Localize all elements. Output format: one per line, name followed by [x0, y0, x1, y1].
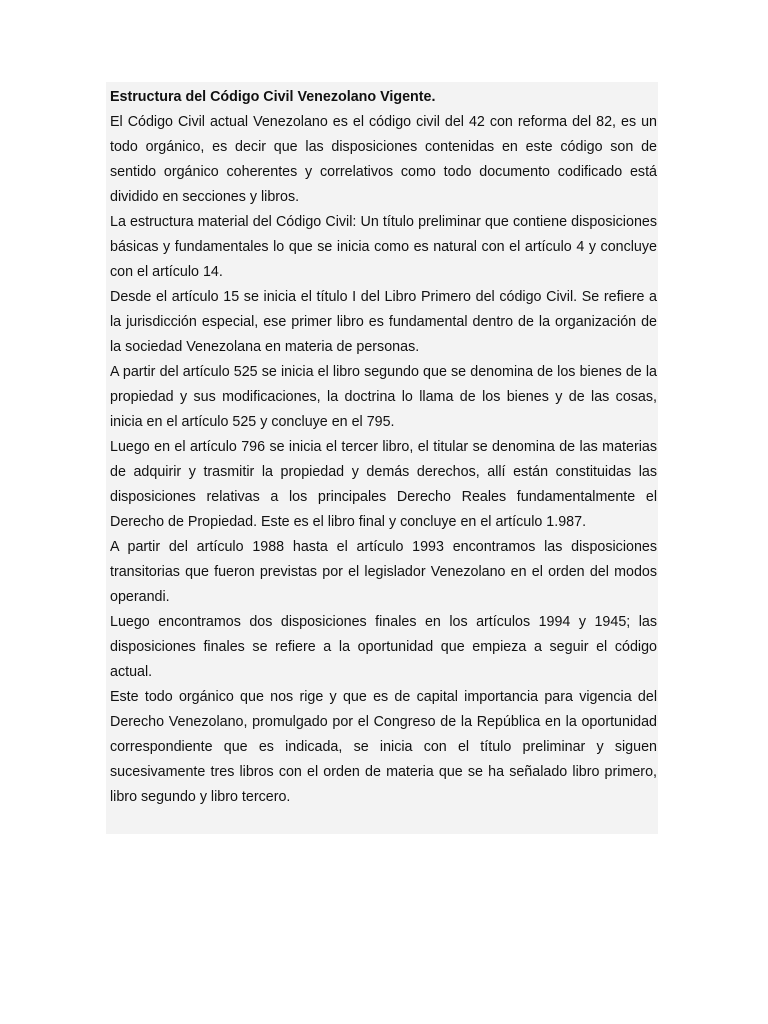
- paragraph-1: El Código Civil actual Venezolano es el código civil del 42 con reforma del 82, es un todo orgánico, es decir que las disposiciones contenidas en este código son de sentido orgánico coherentes y correlativos como todo documento codificado está dividido en secciones y libros.: [110, 114, 657, 205]
- paragraph-2: La estructura material del Código Civil: Un título preliminar que contiene disposiciones básicas y fundamentales lo que se inicia como es natural con el artículo 4 y concluye con el artículo 14.: [110, 214, 657, 280]
- paragraph-7: Luego encontramos dos disposiciones finales en los artículos 1994 y 1945; las disposiciones finales se refiere a la oportunidad que empieza a seguir el código actual.: [110, 614, 657, 680]
- paragraph-3: Desde el artículo 15 se inicia el título I del Libro Primero del código Civil. Se refiere a la jurisdicción especial, ese primer libro es fundamental dentro de la organización de la sociedad Venezolana en materia de personas.: [110, 289, 657, 355]
- document-title: Estructura del Código Civil Venezolano Vigente.: [110, 89, 436, 105]
- paragraph-4: A partir del artículo 525 se inicia el libro segundo que se denomina de los bienes de la propiedad y sus modificaciones, la doctrina lo llama de los bienes y de las cosas, inicia en el artículo 525 y concluye en el 795.: [110, 364, 657, 430]
- paragraph-8: Este todo orgánico que nos rige y que es de capital importancia para vigencia del Derecho Venezolano, promulgado por el Congreso de la República en la oportunidad correspondiente que es indicada, se inicia con el título preliminar y siguen sucesivamente tres libros con el orden de materia que se ha señalado libro primero, libro segundo y libro tercero.: [110, 689, 657, 805]
- document-body: [106, 82, 658, 834]
- paragraph-6: A partir del artículo 1988 hasta el artículo 1993 encontramos las disposiciones transitorias que fueron previstas por el legislador Venezolano en el orden del modos operandi.: [110, 539, 657, 605]
- paragraph-5: Luego en el artículo 796 se inicia el tercer libro, el titular se denomina de las materias de adquirir y trasmitir la propiedad y demás derechos, allí están constituidas las disposiciones relativas a los principales Derecho Reales fundamentalmente el Derecho de Propiedad. Este es el libro final y concluye en el artículo 1.987.: [110, 439, 657, 530]
